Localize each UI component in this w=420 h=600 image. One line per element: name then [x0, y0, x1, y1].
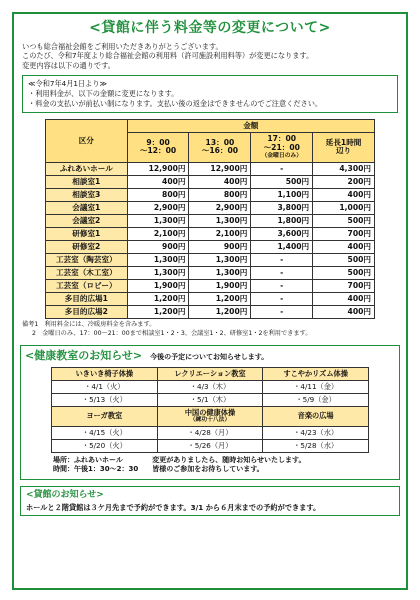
fee-row	[46, 279, 375, 292]
class-date: ・5/1（木）	[157, 393, 263, 406]
intro-line: このたび、令和7年度より総合福祉会館の利用料（許可施設利用料等）が変更になります。	[22, 51, 314, 61]
intro-line: いつも総合福祉会館をご利用いただきありがとうございます。	[22, 41, 223, 51]
fee-row	[46, 162, 375, 175]
fee-row	[46, 253, 375, 266]
notice-line: ・利用料金が、以下の金額に変更になります。	[28, 88, 179, 98]
rental-text: ホールと２階貸館は３ケ月先まで予約ができます。3/1 から６月末までの予約ができます。	[26, 503, 321, 513]
fee-cell: 1,300円	[127, 214, 189, 227]
fee-header-amount: 金額	[127, 119, 374, 132]
fee-cell: 800円	[189, 188, 251, 201]
fee-cell: 500円	[251, 175, 313, 188]
fee-header-category: 区分	[46, 119, 128, 162]
room-name: 会議室2	[46, 214, 128, 227]
fee-row	[46, 188, 375, 201]
fee-cell: 400円	[189, 175, 251, 188]
class-place: 場所：ふれあいホール	[53, 455, 123, 464]
fee-cell: 800円	[127, 188, 189, 201]
fee-cell: 1,100円	[251, 188, 313, 201]
room-name: 研修室2	[46, 240, 128, 253]
fee-cell: 400円	[127, 175, 189, 188]
room-name: 多目的広場1	[46, 292, 128, 305]
fee-notes	[22, 321, 398, 339]
fee-cell: 400円	[313, 292, 375, 305]
class-date: ・5/28（水）	[263, 439, 369, 452]
class-date: ・4/15（火）	[52, 426, 158, 439]
fee-cell: 1,800円	[251, 214, 313, 227]
fee-cell: 900円	[189, 240, 251, 253]
fee-row	[46, 175, 375, 188]
notice-frame	[12, 12, 408, 590]
class-date: ・5/26（月）	[157, 439, 263, 452]
intro-line: 変更内容は以下の通りです。	[22, 60, 115, 70]
fee-cell: -	[251, 305, 313, 318]
fee-row	[46, 227, 375, 240]
room-name: 相談室3	[46, 188, 128, 201]
room-name: 相談室1	[46, 175, 128, 188]
fee-row	[46, 266, 375, 279]
fee-row	[46, 305, 375, 318]
health-subtitle: 今後の予定についてお知らせします。	[150, 352, 269, 361]
fee-cell: 1,200円	[127, 305, 189, 318]
room-name: 工芸室（木工室）	[46, 266, 128, 279]
fee-cell: 2,100円	[189, 227, 251, 240]
class-name: すこやかリズム体操	[263, 367, 369, 380]
fee-cell: 1,200円	[189, 292, 251, 305]
page-title: <貸館に伴う料金等の変更について>	[89, 20, 331, 36]
fee-cell: 2,100円	[127, 227, 189, 240]
class-name: いきいき椅子体操	[52, 367, 158, 380]
room-name: 工芸室（陶芸室）	[46, 253, 128, 266]
fee-cell: 500円	[313, 253, 375, 266]
fee-cell: 1,200円	[189, 305, 251, 318]
fee-row	[46, 292, 375, 305]
fee-cell: -	[251, 162, 313, 175]
fee-row	[46, 214, 375, 227]
fee-cell: 2,900円	[189, 201, 251, 214]
fee-cell: 1,300円	[127, 266, 189, 279]
fee-header-afternoon: 13：00 ～16：00	[189, 132, 251, 162]
health-class-section	[20, 345, 400, 480]
invite-note: 皆様のご参加をお待ちしています。	[152, 465, 264, 474]
fee-header-morning: 9：00 ～12：00	[127, 132, 189, 162]
class-name: 中国の健康体操 （練功十八法）	[157, 406, 263, 426]
class-time: 時間：午後1：30～2：30	[53, 465, 139, 474]
fee-cell: 3,600円	[251, 227, 313, 240]
fee-cell: 700円	[313, 279, 375, 292]
class-date: ・4/23（水）	[263, 426, 369, 439]
fee-table	[45, 119, 375, 319]
fee-cell: 400円	[313, 188, 375, 201]
fee-cell: -	[251, 266, 313, 279]
fee-cell: 1,300円	[189, 253, 251, 266]
fee-cell: 1,400円	[251, 240, 313, 253]
class-date: ・4/3（木）	[157, 380, 263, 393]
fee-cell: 1,200円	[127, 292, 189, 305]
room-name: 多目的広場2	[46, 305, 128, 318]
class-date: ・5/13（火）	[52, 393, 158, 406]
fee-cell: -	[251, 253, 313, 266]
fee-cell: 4,300円	[313, 162, 375, 175]
note-line: 2 金曜日のみ、17：00～21：00まで相談室1・2・3、会議室1・2、研修室1・2を利用できます。	[32, 329, 312, 337]
class-name: ヨーガ教室	[52, 406, 158, 426]
fee-cell: 1,300円	[189, 266, 251, 279]
fee-cell: 1,900円	[189, 279, 251, 292]
fee-row	[46, 201, 375, 214]
room-name: 工芸室（ロビー）	[46, 279, 128, 292]
fee-cell: 500円	[313, 214, 375, 227]
fee-header-evening: 17：00 ～21：00 （金曜日のみ）	[251, 132, 313, 162]
room-name: 研修室1	[46, 227, 128, 240]
fee-cell: 400円	[313, 305, 375, 318]
class-date: ・5/20（火）	[52, 439, 158, 452]
fee-row	[46, 240, 375, 253]
class-date: ・5/9（金）	[263, 393, 369, 406]
fee-cell: 900円	[127, 240, 189, 253]
fee-cell: 1,900円	[127, 279, 189, 292]
fee-cell: -	[251, 279, 313, 292]
fee-cell: 500円	[313, 266, 375, 279]
fee-header-extension: 延長1時間 辺り	[313, 132, 375, 162]
fee-cell: 200円	[313, 175, 375, 188]
fee-cell: 2,900円	[127, 201, 189, 214]
room-name: 会議室1	[46, 201, 128, 214]
note-line: 備考1 利用料金には、冷暖房料金を含みます。	[22, 320, 156, 328]
rental-notice-section	[20, 486, 400, 516]
class-name: 音楽の広場	[263, 406, 369, 426]
class-name: レクリエーション教室	[157, 367, 263, 380]
notice-line: ≪令和7年4月1日より≫	[28, 78, 108, 88]
room-name: ふれあいホール	[46, 162, 128, 175]
change-notice-box	[22, 75, 398, 113]
fee-cell: 3,800円	[251, 201, 313, 214]
intro-text	[22, 42, 398, 71]
fee-cell: 400円	[313, 240, 375, 253]
fee-cell: 1,300円	[189, 214, 251, 227]
fee-cell: 12,900円	[189, 162, 251, 175]
class-date: ・4/28（月）	[157, 426, 263, 439]
class-date: ・4/1（火）	[52, 380, 158, 393]
fee-cell: 700円	[313, 227, 375, 240]
health-schedule-table	[51, 367, 369, 453]
health-title: <健康教室のお知らせ>	[25, 348, 143, 362]
notice-line: ・料金の支払いが前払い制になります。支払い後の返金はできませんのでご注意ください。	[28, 98, 323, 108]
rental-title: <貸館のお知らせ>	[26, 490, 104, 501]
fee-cell: 12,900円	[127, 162, 189, 175]
fee-cell: 1,300円	[127, 253, 189, 266]
fee-cell: -	[251, 292, 313, 305]
class-date: ・4/11（金）	[263, 380, 369, 393]
fee-cell: 1,000円	[313, 201, 375, 214]
health-footer	[53, 456, 395, 476]
change-note: 変更がありましたら、随時お知らせいたします。	[152, 455, 306, 464]
